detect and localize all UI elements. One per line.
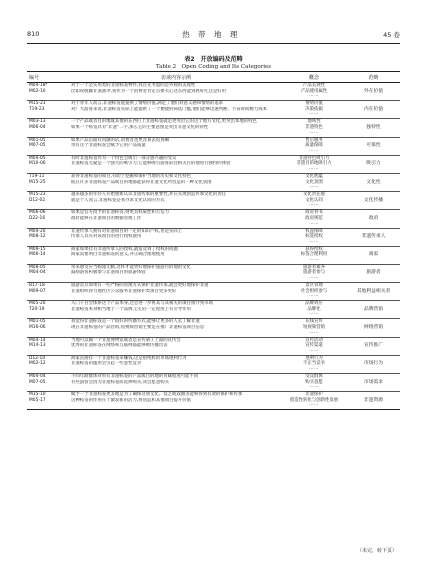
row-quote: 越来越多的年轻人开始重新认识非遗传承的重要性,并在实现创造传承文化的责任 xyxy=(71,192,227,198)
row-code: M01-05 xyxy=(29,137,46,143)
category-label: 网络营销 xyxy=(363,325,384,331)
category-group xyxy=(27,192,400,210)
row-quote: 既在许多非遗标签产品或目的地都能获得非遗文化所营造的一种文化氛围 xyxy=(71,179,212,185)
row-quote: 鼓励游客积极参与非遗项目的旅游体验 xyxy=(71,270,146,276)
page-number: 810 xyxy=(27,30,40,38)
row-code: B17-18 xyxy=(29,283,45,289)
row-quote: 如果一个标签具有"非遗"二字,那么它的主要意图是突出非遗文化的特性 xyxy=(71,124,209,130)
row-code: M05-20 xyxy=(29,301,46,307)
table-row xyxy=(27,403,347,409)
row-code: M09-07 xyxy=(29,288,46,294)
row-code: M06-04 xyxy=(29,124,46,130)
row-code: M06-14 xyxy=(29,252,46,258)
row-code xyxy=(27,276,71,282)
row-concept: 不正当竞争 xyxy=(303,361,325,367)
category-group xyxy=(27,247,400,265)
row-quote: 一个产品或者目的地或其他的东西打上非遗标签就是更突出它的这个地方文化,更突出本地的特色 xyxy=(71,119,257,125)
table-row xyxy=(27,94,347,100)
row-concept: …… xyxy=(309,220,319,226)
row-quote xyxy=(71,294,281,300)
row-concept: 品牌化 xyxy=(307,306,321,312)
table-row xyxy=(27,222,347,228)
row-code: M04-18ᵃ xyxy=(29,83,48,88)
group-rows xyxy=(27,83,347,100)
row-code: M08-05 xyxy=(29,264,46,270)
group-rows xyxy=(27,319,347,336)
row-concept: 售后服务 xyxy=(305,137,323,143)
header-quote: 访谈内容示例 xyxy=(160,74,191,81)
row-quote: 旅游景点如果有一些严格的管理方式保护非遗传承,就会更好地保护非遗 xyxy=(71,283,209,289)
row-concept: …… xyxy=(309,93,319,99)
row-concept: 旅游者素养 xyxy=(303,264,325,270)
row-quote: 带来感受应当杨谨无勤,这样才能更好地保护旅游目的地的文化 xyxy=(71,264,191,270)
row-concept: …… xyxy=(309,184,319,190)
row-quote: 商家如果挂有非遗传承人的授权,就借及到了授权的问题 xyxy=(71,246,178,252)
row-concept: 决策依据 xyxy=(305,106,323,112)
row-quote xyxy=(71,385,281,391)
row-code xyxy=(27,258,71,264)
row-concept: 质量保障 xyxy=(305,143,323,149)
row-concept: 文化氛围 xyxy=(305,179,323,185)
category-label: 品牌营销 xyxy=(363,306,384,312)
row-code: M15-10 xyxy=(29,392,46,398)
row-code: M09-15 xyxy=(29,246,46,252)
category-label: 市场行为 xyxy=(363,361,384,367)
group-rows xyxy=(27,392,347,409)
category-group xyxy=(27,156,400,174)
group-rows xyxy=(27,265,347,282)
header-category: 范畴 xyxy=(368,74,379,81)
category-group xyxy=(27,174,400,192)
row-code: M14-13 xyxy=(29,343,46,349)
row-code: M04-04 xyxy=(29,374,46,379)
group-rows xyxy=(27,192,347,209)
table-row xyxy=(27,312,347,318)
category-group xyxy=(27,392,400,410)
category-group xyxy=(27,229,400,247)
category-label: 市场需求 xyxy=(363,379,384,385)
category-label: 非遗资源 xyxy=(363,397,384,403)
row-code: M08-12 xyxy=(29,234,46,240)
row-quote: 非遗标签本身相当地于一个品牌,它们在一定程度上有引导作用 xyxy=(71,306,191,312)
category-label: 独特性 xyxy=(366,124,381,130)
row-quote: 带有这个非遗标签会赋予它的产品质量 xyxy=(71,143,146,149)
row-quote: 我觉得非遗标签是一个很好的传播方式,能够让更多的人去了解非遗 xyxy=(71,319,200,325)
row-code: M07-05 xyxy=(29,143,46,149)
row-concept: 社会组织参与 xyxy=(300,288,328,294)
row-code: M10-06 xyxy=(29,161,46,167)
category-label: 外在价值 xyxy=(363,88,384,94)
table-header xyxy=(27,71,400,83)
group-rows xyxy=(27,138,347,155)
group-rows xyxy=(27,119,347,136)
table-row xyxy=(27,294,347,300)
row-concept: 权益保障 xyxy=(305,228,323,234)
row-concept: 产品使用属性 xyxy=(300,88,328,94)
row-code: D22-16 xyxy=(29,215,46,221)
row-code xyxy=(27,149,71,155)
row-quote: 获得非遗标签的项目,有助于挖掘和保护当地的历史和文化特色 xyxy=(71,173,191,179)
row-quote: 有些游客会因为非遗标签而选择购买,我会愿意购买 xyxy=(71,379,169,385)
row-concept: 非遗特色吸引力 xyxy=(298,155,330,161)
row-concept: 标签合理利用 xyxy=(300,252,328,258)
volume-label: 45 卷 xyxy=(383,30,400,39)
group-rows xyxy=(27,210,347,227)
row-quote: 比如说脱藤非遗油伞,我作为一个消费者肯定首要关心这东西能到底好吃还是好用 xyxy=(71,88,227,94)
row-quote: 优秀的非遗标签在网络和互联网都能够被传播出去 xyxy=(71,343,168,349)
category-label: 政府 xyxy=(368,215,379,221)
row-code xyxy=(27,403,71,409)
row-concept: …… xyxy=(309,238,319,244)
row-concept: 购买意愿 xyxy=(305,379,323,385)
row-code: M07-05 xyxy=(29,379,46,385)
row-code xyxy=(27,331,71,337)
category-group xyxy=(27,210,400,228)
row-concept: 获得授权 xyxy=(305,246,323,252)
row-quote: 商家直接挂一个非遗标签来赚钱,这是很纯粹的市场逐利行为 xyxy=(71,355,187,361)
group-rows xyxy=(27,229,347,246)
row-quote xyxy=(71,240,281,246)
row-code xyxy=(27,385,71,391)
continued-note: （未完，转下页） xyxy=(356,548,397,554)
row-code: M15-25 xyxy=(29,179,46,185)
category-group xyxy=(27,283,400,301)
row-quote: 有时非遗标签作为一个特色会吸引一部分感兴趣的受众 xyxy=(71,155,177,161)
category-group xyxy=(27,138,400,156)
row-concept: …… xyxy=(309,111,319,117)
journal-title: 热 带 地 理 xyxy=(182,29,241,39)
category-group xyxy=(27,83,400,101)
row-code: T20-19 xyxy=(29,306,45,312)
row-quote xyxy=(71,258,281,264)
row-quote: 非遗传承人拥有对非遗项目的一定的知识产权,但是实际上 xyxy=(71,228,183,234)
category-label: 可靠性 xyxy=(366,143,381,149)
row-code: M05-17 xyxy=(29,397,46,403)
row-code: T19-23 xyxy=(29,106,45,112)
row-code xyxy=(27,312,71,318)
category-group xyxy=(27,374,400,392)
category-group xyxy=(27,119,400,137)
category-label: 非遗传承人 xyxy=(361,234,386,240)
row-quote: 政府能够在非遗项目的数据管理工作 xyxy=(71,215,142,221)
category-label: 内在价值 xyxy=(363,106,384,112)
row-quote: 非遗标签无疑是一个强大的吸引力,它能够吸引游客前往相关目的地进行独特的体验 xyxy=(71,161,231,167)
row-concept: …… xyxy=(309,347,319,353)
row-code: M04-04 xyxy=(29,270,46,276)
row-code xyxy=(27,349,71,355)
row-concept: 产品美观性 xyxy=(303,83,325,88)
category-label: 商家 xyxy=(368,252,379,258)
table-row xyxy=(27,349,347,355)
row-concept: 宣传活动 xyxy=(305,337,323,343)
row-code: D12-10 xyxy=(29,355,46,361)
row-quote: 非遗组织得力地社区公众服务非遗保护类项目更多更好 xyxy=(71,288,177,294)
row-concept: 在线宣传 xyxy=(305,319,323,325)
row-concept: …… xyxy=(309,256,319,262)
row-code xyxy=(27,240,71,246)
row-concept: 旅游者参与 xyxy=(303,270,325,276)
row-concept: 文化认同 xyxy=(305,197,323,203)
coding-table xyxy=(27,71,400,410)
row-concept: 景区管理 xyxy=(305,283,323,289)
row-code: M04-14 xyxy=(29,337,46,343)
row-quote: 现在非遗标签的产品营销,短视频营销主要是在推广非遗标签项目信息 xyxy=(71,325,205,331)
table-row xyxy=(27,258,347,264)
row-code: M03-13 xyxy=(29,119,46,125)
row-quote xyxy=(71,312,281,318)
page-header xyxy=(27,28,400,40)
row-concept: …… xyxy=(309,147,319,153)
category-label: 文化性 xyxy=(366,179,381,185)
table-row xyxy=(27,240,347,246)
row-concept: 政府规范 xyxy=(305,215,323,221)
row-quote xyxy=(71,222,281,228)
row-concept: 品牌效应 xyxy=(305,301,323,307)
row-code: M06-06 xyxy=(29,210,46,216)
row-quote xyxy=(71,185,281,191)
category-group xyxy=(27,265,400,283)
table-row xyxy=(27,167,347,173)
row-code: T19-11 xyxy=(29,173,45,179)
group-rows xyxy=(27,338,347,355)
table-body xyxy=(27,83,400,410)
row-quote xyxy=(71,403,281,409)
table-title-cn: 表2 开放编码及范畴 xyxy=(184,56,243,63)
header-rule xyxy=(27,43,400,44)
row-concept: 非遗特色 xyxy=(305,124,323,130)
row-quote: 对于青年人而言,非遗标签能提供了情绪价值,满足了他们对意义感和情绪的追求 xyxy=(71,101,224,107)
group-rows xyxy=(27,283,347,300)
row-code xyxy=(27,185,71,191)
row-code xyxy=(27,131,71,137)
category-label: 吸引力 xyxy=(366,161,381,167)
group-rows xyxy=(27,156,347,173)
row-quote: 赋予一个非遗标签更多地是为了确保这项文化、技艺或戏曲等能够得到有效的保护和传承 xyxy=(71,392,243,398)
row-concept: …… xyxy=(309,275,319,281)
row-quote: 不同年龄群体对带有非遗标签的产品或目的地的青睐程度可能不同 xyxy=(71,374,199,379)
row-code xyxy=(27,294,71,300)
row-code: M16-06 xyxy=(29,325,46,331)
row-quote: 对于一个是实用类的非遗标签物件,我首先考虑的是外观的美观性 xyxy=(71,83,196,88)
row-concept: 非遗保护 xyxy=(305,392,323,398)
table-row xyxy=(27,149,347,155)
row-quote xyxy=(71,112,281,118)
group-rows xyxy=(27,374,347,391)
row-code xyxy=(27,222,71,228)
row-quote xyxy=(71,349,281,355)
row-quote: 就是个人而言,非遗标签是我寻求文化认同的方式 xyxy=(71,197,165,203)
row-concept: 非遗目的地吸引力 xyxy=(296,161,332,167)
row-concept: …… xyxy=(309,384,319,390)
row-quote: 传承人具有对该项目的进行授权使用 xyxy=(71,234,142,240)
row-quote xyxy=(71,367,281,373)
row-concept: …… xyxy=(309,129,319,135)
row-quote: 非遗标签的滥用会引起一些恶性竞争 xyxy=(71,361,142,367)
row-quote: 对广大游客来说,非遗标签实际上能提供了一个便捷的筛选门槛,他们能够迅速判断、节省时间精力成本 xyxy=(71,106,267,112)
row-quote: 这种标签的作用在于激发新的活力,将创造和其他项目提升价值 xyxy=(71,397,191,403)
row-concept: 政府背书 xyxy=(305,210,323,216)
row-quote xyxy=(71,94,281,100)
group-rows xyxy=(27,247,347,264)
row-code xyxy=(27,112,71,118)
row-quote xyxy=(71,149,281,155)
row-concept: 逐利行为 xyxy=(305,355,323,361)
table-row xyxy=(27,385,347,391)
row-concept: …… xyxy=(309,366,319,371)
category-group xyxy=(27,301,400,319)
row-concept: …… xyxy=(309,165,319,171)
row-code xyxy=(27,94,71,100)
category-label: 宣传推广 xyxy=(363,343,384,349)
header-concept: 概念 xyxy=(308,74,319,81)
row-code xyxy=(27,367,71,373)
table-row xyxy=(27,185,347,191)
table-row xyxy=(27,112,347,118)
group-rows xyxy=(27,174,347,191)
table-title-en: Table 2 Open Coding and Its Categories xyxy=(155,64,272,70)
row-quote xyxy=(71,276,281,282)
row-concept: …… xyxy=(309,311,319,317)
row-code: M15-23 xyxy=(29,192,46,198)
row-code xyxy=(27,167,71,173)
row-code: M04-20 xyxy=(29,228,46,234)
category-label: 其他利益相关者 xyxy=(356,288,391,294)
category-group xyxy=(27,101,400,119)
row-concept: 地域性 xyxy=(307,119,321,125)
row-code: D12-02 xyxy=(29,197,46,203)
row-quote xyxy=(71,167,281,173)
table-row xyxy=(27,203,347,209)
row-concept: 创造性转化与创新性发展 xyxy=(289,397,339,403)
row-concept: 标签授权 xyxy=(305,234,323,240)
row-concept: …… xyxy=(309,293,319,299)
group-rows xyxy=(27,101,347,118)
row-code: M04-05 xyxy=(29,155,46,161)
row-concept: 文化底蕴 xyxy=(305,173,323,179)
category-label: 旅游者 xyxy=(366,270,381,276)
row-code: M02-10 xyxy=(29,88,46,94)
table-row xyxy=(27,276,347,282)
category-group xyxy=(27,338,400,356)
group-rows xyxy=(27,356,347,373)
row-concept: …… xyxy=(309,402,319,408)
row-concept: 短视频营销 xyxy=(303,325,325,331)
row-quote xyxy=(71,203,281,209)
category-label: 文化传播 xyxy=(363,197,384,203)
header-code: 编号 xyxy=(29,74,40,81)
category-group xyxy=(27,319,400,337)
row-concept: 文化责任感 xyxy=(303,192,325,198)
row-quote: 如果是官方授予的非遗标签,则更具权威性和公信力 xyxy=(71,210,169,216)
category-group xyxy=(27,356,400,374)
table-row xyxy=(27,331,347,337)
row-concept: …… xyxy=(309,202,319,208)
row-quote: 当地可以做一个非遗博物馆或者是宣传册子上面的宣传会 xyxy=(71,337,181,343)
row-code: M15-23 xyxy=(29,101,46,107)
row-concept: …… xyxy=(309,329,319,335)
row-concept: 受众群体 xyxy=(305,374,323,379)
group-rows xyxy=(27,301,347,318)
row-quote xyxy=(71,331,281,337)
row-code: M02-12 xyxy=(29,361,46,367)
table-row xyxy=(27,131,347,137)
table-row xyxy=(27,367,347,373)
row-code: M01-05 xyxy=(29,319,46,325)
row-code xyxy=(27,203,71,209)
row-quote: 入门千百会体系这个产品本身,还会进一步将其与其相关的项目推介到市场 xyxy=(71,301,213,307)
row-concept: 情绪价值 xyxy=(305,101,323,107)
row-concept: 宣传渠道 xyxy=(305,343,323,349)
row-quote xyxy=(71,131,281,137)
row-quote: 商家需要明白非遗标签的意义,并正确合理地使用 xyxy=(71,252,165,258)
row-quote: 如果产品后面有问题的话,消费者也更容易去追查嘛 xyxy=(71,137,169,143)
